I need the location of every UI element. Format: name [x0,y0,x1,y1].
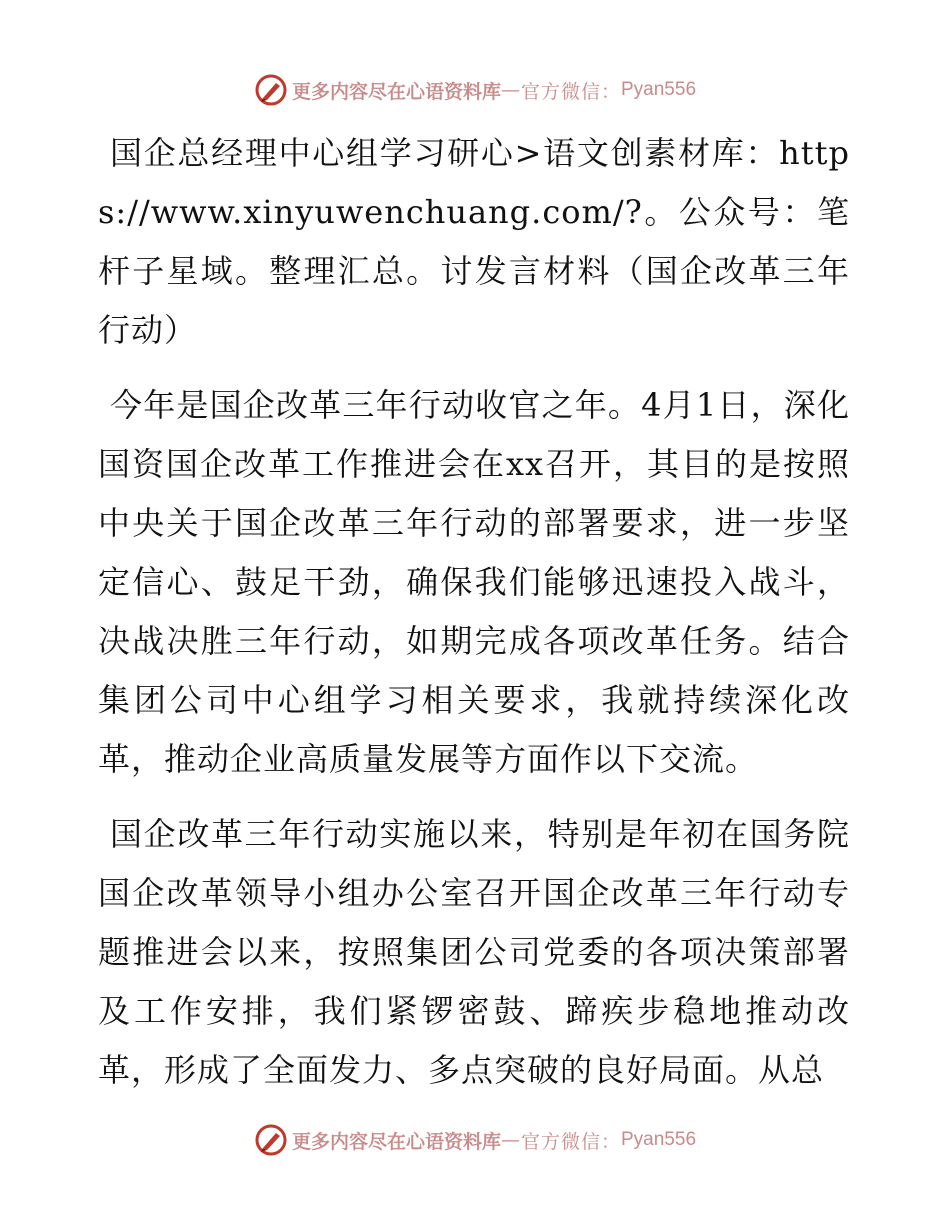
footer-wechat-label: 官方微信： [520,1130,621,1153]
paragraph-title: 国企总经理中心组学习研心>语文创素材库：https://www.xinyuwenchuang.com/?。公众号：笔杆子星域。整理汇总。讨发言材料（国企改革三年行动） [98,134,850,349]
footer-banner-dash: — [500,1129,521,1151]
header-watermark [0,70,950,110]
footer-watermark [0,1120,950,1160]
pen-logo-icon [254,1123,288,1157]
paragraph: 今年是国企改革三年行动收官之年。4月1日，深化国资国企改革工作推进会在xx召开，其目的是按照中央关于国企改革三年行动的部署要求，进一步坚定信心、鼓足干劲，确保我们能够迅速投入战斗，决战决胜三年行动，如期完成各项改革任务。结合集团公司中心组学习相关要求，我就持续深化改革，推动企业高质量发展等方面作以下交流。 [98,386,850,778]
banner-wechat-label: 官方微信： [520,80,621,103]
pen-logo-icon [254,73,288,107]
document-body [98,124,850,1116]
banner-dash: — [500,79,521,101]
banner-wechat-id: Pyan556 [621,79,697,100]
footer-wechat-id: Pyan556 [621,1129,697,1150]
paragraph: 国企改革三年行动实施以来，特别是年初在国务院国企改革领导小组办公室召开国企改革三年行动专题推进会以来，按照集团公司党委的各项决策部署及工作安排，我们紧锣密鼓、蹄疾步稳地推动改革，形成了全面发力、多点突破的良好局面。从总 [98,815,850,1089]
footer-banner-title: 更多内容尽在心语资料库 [291,1130,501,1153]
banner-title: 更多内容尽在心语资料库 [291,80,501,103]
